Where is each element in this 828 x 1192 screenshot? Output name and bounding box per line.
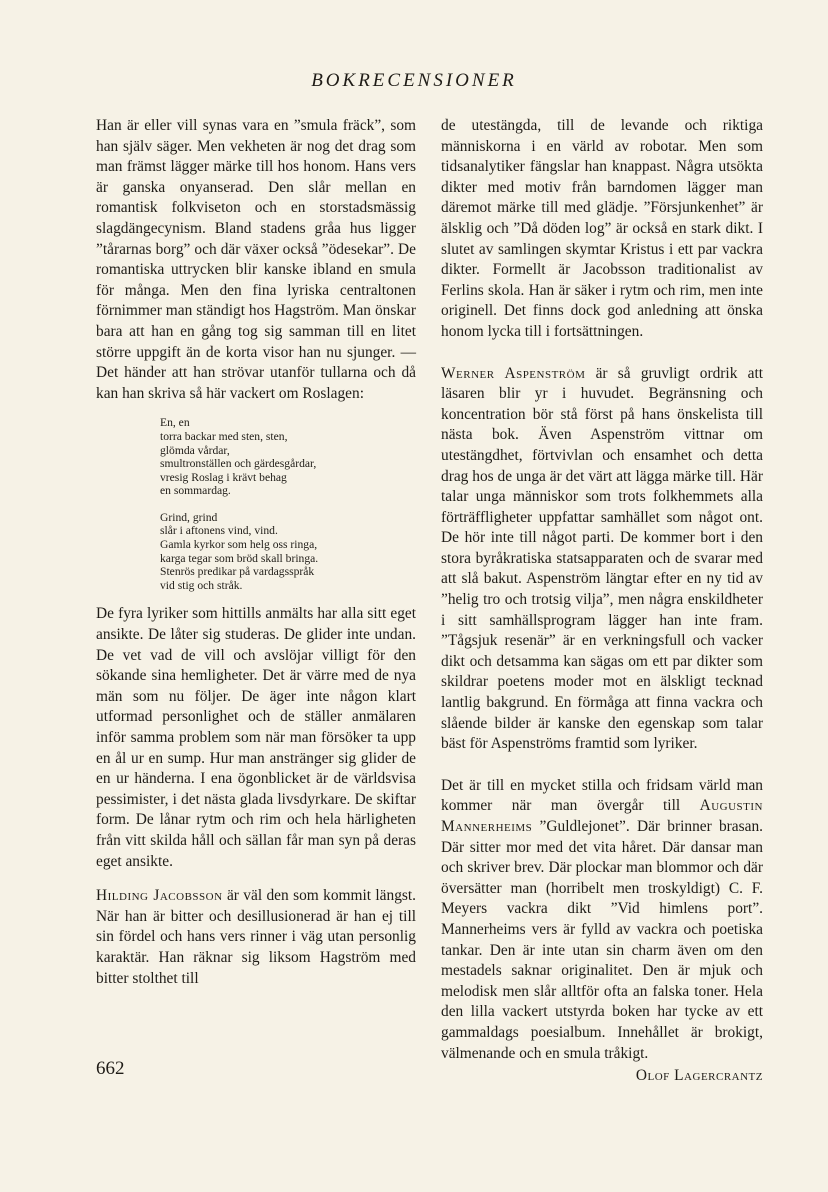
- author-name: Werner Aspenström: [441, 364, 586, 382]
- poem-line: vid stig och stråk.: [160, 578, 243, 592]
- paragraph-text: Det är till en mycket stilla och fridsam värld man kommer när man övergår till: [441, 776, 763, 815]
- author-name: Augustin Mannerheims: [441, 797, 763, 835]
- poem-line: En, en: [160, 416, 190, 430]
- author-name: Hilding Jacobsson: [96, 887, 223, 905]
- page-number: 662: [96, 1058, 125, 1079]
- poem-line: glömda vårdar,: [160, 443, 230, 457]
- poem-line: slår i aftonens vind, vind.: [160, 524, 278, 538]
- poem-line: karga tegar som bröd skall bringa.: [160, 551, 319, 565]
- review-paragraph-jacobsson: [96, 886, 416, 989]
- right-column: [441, 116, 763, 1087]
- poem-line: smultronställen och gärdesgårdar,: [160, 457, 317, 471]
- paragraph-text: ”Guldlejonet”. Där brinner brasan. Där sitter mor med det vita håret. Där dansar man och skriver brev. Där plockar man blommor och där översätter man (horribelt men troskyldigt) C. F. Meyers vackra dikt ”Vid himlens port”. Mannerheims vers är fylld av vackra och poetiska tankar. Den är inte utan sin charm även om den mestadels saknar originalitet. Den är mjuk och melodisk men slår alltför ofta an falska toner. Hela den lilla vackert utstyrda boken har tycke av ett gammaldags poesialbum. Innehållet är brokigt, välmenande och en smula tråkigt.: [441, 818, 763, 1062]
- poem-quote: [160, 416, 416, 592]
- poem-line: Gamla kyrkor som helg oss ringa,: [160, 538, 318, 552]
- review-paragraph-aspenstrom: [441, 364, 763, 755]
- poem-line: torra backar med sten, sten,: [160, 429, 288, 443]
- poem-stanza-2: [160, 511, 416, 593]
- left-column: [96, 116, 416, 989]
- review-paragraph-jacobsson-cont: de utestängda, till de levande och riktiga människorna i en värld av robotar. Men som tidsanalytiker fängslar han knappast. Några utsökta dikter med motiv från barndomen lägger man däremot märke till med glädje. ”Försjunkenhet” är älsklig och ”Då döden log” är också en stark dikt. I slutet av samlingen skymtar Kristus i ett par vackra dikter. Formellt är Jacobsson traditionalist av Ferlins skola. Han är säker i rytm och rim, men inte originell. Det finns dock god anledning att önska honom lycka till i fortsättningen.: [441, 117, 763, 340]
- poem-stanza-1: [160, 416, 416, 498]
- poem-line: vresig Roslag i krävt behag: [160, 470, 287, 484]
- reviewer-signature: Olof Lagercrantz: [635, 1067, 763, 1085]
- poem-line: Grind, grind: [160, 510, 218, 524]
- review-paragraph-general: De fyra lyriker som hittills anmälts har alla sitt eget ansikte. De låter sig studeras. De glider inte undan. De vet vad de vill och avslöjar villigt för den sökande sina hemligheter. Det är värre med de nya män som nu följer. De äger inte någon klart utformad personlighet och de ställer anmälaren inför samma problem som när man försöker ta upp en ål ur en sump. Hur man anstränger sig glider de en ur händerna. I ena ögonblicket är de världsvisa pessimister, i det nästa glada livsdyrkare. De skiftar form. De lånar rytm och rim och hela härligheten från vitt skilda håll och sällan får man syn på deras eget ansikte.: [96, 605, 416, 870]
- poem-line: en sommardag.: [160, 484, 231, 498]
- running-header: BOKRECENSIONER: [311, 70, 517, 91]
- paragraph-text: är så gruvligt ordrik att läsaren blir yr i huvudet. Begränsning och koncentration bör stå först på hans önskelista till nästa bok. Även Aspenström vittnar om utestängdhet, förtvivlan och ensamhet och detta drag hos de unga är det värt att lägga märke till. Här talar unga människor som trots folkhemmets alla förträffligheter uppfattar samhället som något ont. De hör inte till något parti. De kommer bort i den stora byråkratiska statsapparaten och de svarar med att slå bakut. Aspenström längtar efter en ny tid av ”helig tro och trotsig vilja”, men några enskildheter i sitt samhällsprogram lägger han inte fram. ”Tågsjuk resenär” är en verkningsfull och vacker dikt och detsamma kan sägas om ett par dikter som skildrar poetens moder mot en älskligt tecknad lantlig bakgrund. En förmåga att finna vackra och slående bilder är kanske den egenskap som talar bäst för Aspenströms framtid som lyriker.: [441, 364, 763, 753]
- paragraph-text: är väl den som kommit längst. När han är bitter och desillusionerad är han ej till sin fördel och hans vers rinner i väg utan personlig karaktär. Han räknar sig liksom Hagström med bitter stolthet till: [96, 887, 417, 987]
- review-paragraph-mannerheim: [441, 776, 763, 1064]
- poem-line: Stenrös predikar på vardagsspråk: [160, 565, 315, 579]
- review-paragraph-hagstrom: Han är eller vill synas vara en ”smula fräck”, som han själv säger. Men vekheten är nog det drag som man främst lägger märke till hos honom. Hans vers är ganska onyanserad. Den slår mellan en romantisk folkviseton och en storstadsmässig slagdängecynism. Bland stadens gråa hus ligger ”tårarnas borg” och där växer också ”ödesekar”. De romantiska uttrycken blir kanske ibland en smula för många. Men den fina lyriska centraltonen förnimmer man ständigt hos Hagström. Man önskar bara att han en gång tog sig samman till en litet större uppgift än de korta visor han nu sjunger. — Det händer att han strövar utanför tullarna och då kan han skriva så här vackert om Roslagen:: [96, 117, 416, 402]
